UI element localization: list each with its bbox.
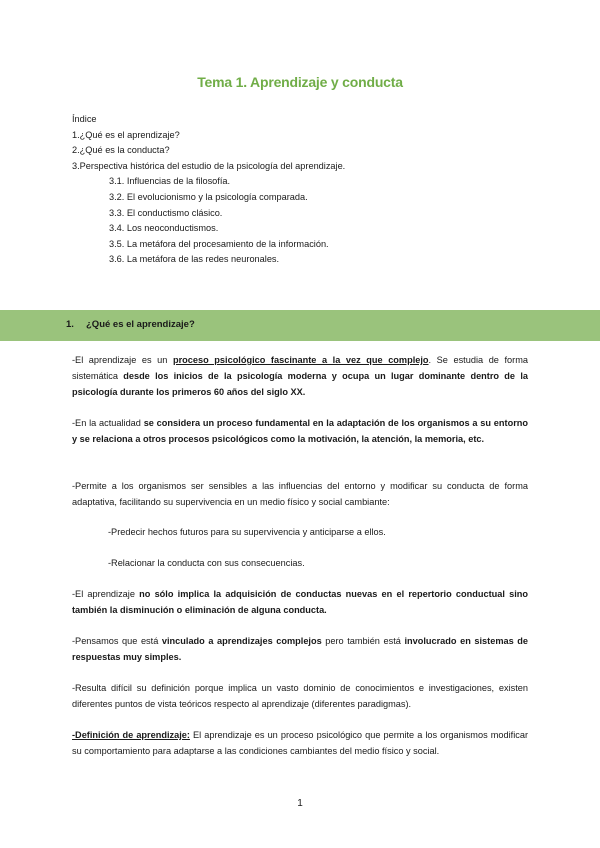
bold-phrase: se considera un proceso fundamental en la adaptación de los organismos a su entorno y se relaciona a otros procesos psicológicos como la motivación, la atención, la memoria, etc. [72,418,528,445]
text-run: El aprendizaje es un proceso psicológico que permite a los organismos modificar su comportamiento para adaptarse a las condiciones cambiantes del medio físico y social. [72,730,529,757]
text-run: . Se estudia de forma sistemática [72,355,528,382]
underlined-phrase: proceso psicológico fascinante a la vez que complejo [172,355,429,365]
page-number: 1 [297,798,303,809]
index-item: 1.¿Qué es el aprendizaje? [72,129,180,140]
document-title: Tema 1. Aprendizaje y conducta [197,74,403,90]
section-title: ¿Qué es el aprendizaje? [86,319,195,330]
index-item: 3.Perspectiva histórica del estudio de la psicología del aprendizaje. [72,160,346,171]
paragraph-2 [72,415,528,447]
definition-label: -Definición de aprendizaje: [72,730,190,740]
bold-phrase: involucrado en sistemas de respuestas muy simples. [72,636,528,663]
bold-phrase: desde los inicios de la psicología moderna y ocupa un lugar dominante dentro de la psicología durante los primeros 60 años del siglo XX. [72,371,528,398]
table-of-contents [72,112,345,268]
index-heading: Índice [72,114,97,124]
section-heading-bar [0,310,600,341]
paragraph-7 [72,727,528,759]
paragraph-6: -Resulta difícil su definición porque implica un vasto dominio de conocimientos e investigaciones, existen diferentes puntos de vista teóricos respecto al aprendizaje (diferentes paradigmas). [72,683,528,710]
text-run: pero también está [321,636,405,646]
index-item: 2.¿Qué es la conducta? [72,145,170,156]
index-subitem: 3.3. El conductismo clásico. [109,207,223,218]
paragraph-5 [72,633,528,665]
text-run: -En la actualidad [72,418,144,428]
bullet-item: -Relacionar la conducta con sus consecuencias. [108,558,305,568]
bold-phrase: no sólo implica la adquisición de conductas nuevas en el repertorio conductual sino también la disminución o eliminación de alguna conducta. [72,589,529,616]
bold-phrase: vinculado a aprendizajes complejos [161,636,322,646]
text-run: -El aprendizaje [72,589,140,599]
paragraph-4 [72,586,528,618]
index-subitem: 3.4. Los neoconductismos. [109,223,219,234]
paragraph-3: -Permite a los organismos ser sensibles a las influencias del entorno y modificar su conducta de forma adaptativa, facilitando su supervivencia en un medio físico y social cambiante: [72,481,528,508]
section-number: 1. [66,319,74,330]
index-subitem: 3.2. El evolucionismo y la psicología comparada. [109,191,308,202]
index-subitem: 3.5. La metáfora del procesamiento de la información. [109,238,329,249]
bullet-item: -Predecir hechos futuros para su supervivencia y anticiparse a ellos. [108,527,386,537]
text-run: -Pensamos que está [72,636,162,646]
text-run: -El aprendizaje es un [72,355,173,365]
index-subitem: 3.6. La metáfora de las redes neuronales. [109,254,280,265]
index-subitem: 3.1. Influencias de la filosofía. [109,176,231,187]
paragraph-1 [72,352,528,401]
